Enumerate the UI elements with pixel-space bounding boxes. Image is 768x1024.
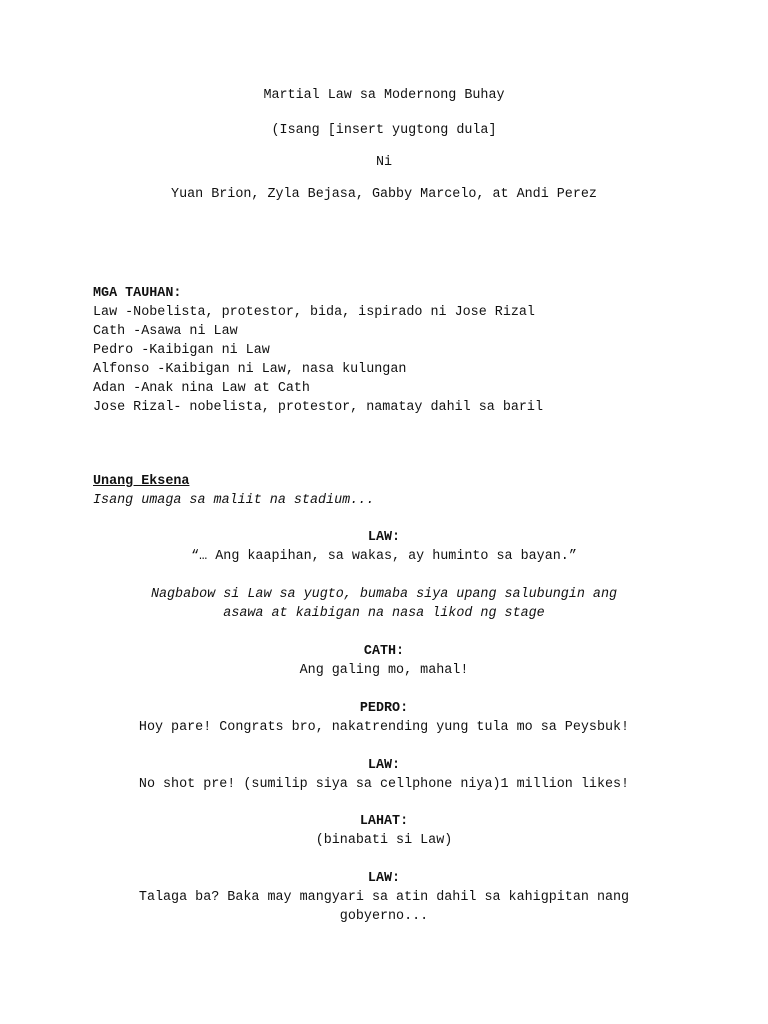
dialogue-line: (binabati si Law) <box>315 833 453 848</box>
speaker-name: LAW: <box>367 758 401 773</box>
stage-direction: Nagbabow si Law sa yugto, bumaba siya upang salubungin ang <box>150 587 618 602</box>
speaker-name: LAHAT: <box>359 814 409 829</box>
character-item: Cath -Asawa ni Law <box>93 324 238 339</box>
play-subtitle: (Isang [insert yugtong dula] <box>271 123 497 138</box>
speaker-name: CATH: <box>363 644 405 659</box>
dialogue-line: “… Ang kaapihan, sa wakas, ay huminto sa bayan.” <box>191 549 577 564</box>
speaker-name: LAW: <box>367 530 401 545</box>
speaker-name: PEDRO: <box>359 701 409 716</box>
speaker-name: LAW: <box>367 871 401 886</box>
dialogue-line: Talaga ba? Baka may mangyari sa atin dahil sa kahigpitan nang <box>138 890 630 905</box>
dialogue-line: gobyerno... <box>339 909 429 924</box>
play-title: Martial Law sa Modernong Buhay <box>263 88 505 103</box>
characters-heading: MGA TAUHAN: <box>93 286 182 301</box>
scene-heading: Unang Eksena <box>93 474 190 489</box>
character-item: Law -Nobelista, protestor, bida, ispirado ni Jose Rizal <box>93 305 535 320</box>
dialogue-line: Ang galing mo, mahal! <box>299 663 469 678</box>
character-item: Alfonso -Kaibigan ni Law, nasa kulungan <box>93 362 407 377</box>
stage-direction: asawa at kaibigan na nasa likod ng stage <box>223 606 545 621</box>
dialogue-line: Hoy pare! Congrats bro, nakatrending yung tula mo sa Peysbuk! <box>138 720 630 735</box>
authors-line: Yuan Brion, Zyla Bejasa, Gabby Marcelo, at Andi Perez <box>171 187 597 202</box>
character-item: Jose Rizal- nobelista, protestor, namatay dahil sa baril <box>93 400 543 415</box>
scene-setting: Isang umaga sa maliit na stadium... <box>93 493 375 508</box>
byline-label: Ni <box>375 155 393 170</box>
character-item: Adan -Anak nina Law at Cath <box>93 381 310 396</box>
dialogue-line: No shot pre! (sumilip siya sa cellphone niya)1 million likes! <box>138 777 630 792</box>
character-item: Pedro -Kaibigan ni Law <box>93 343 270 358</box>
